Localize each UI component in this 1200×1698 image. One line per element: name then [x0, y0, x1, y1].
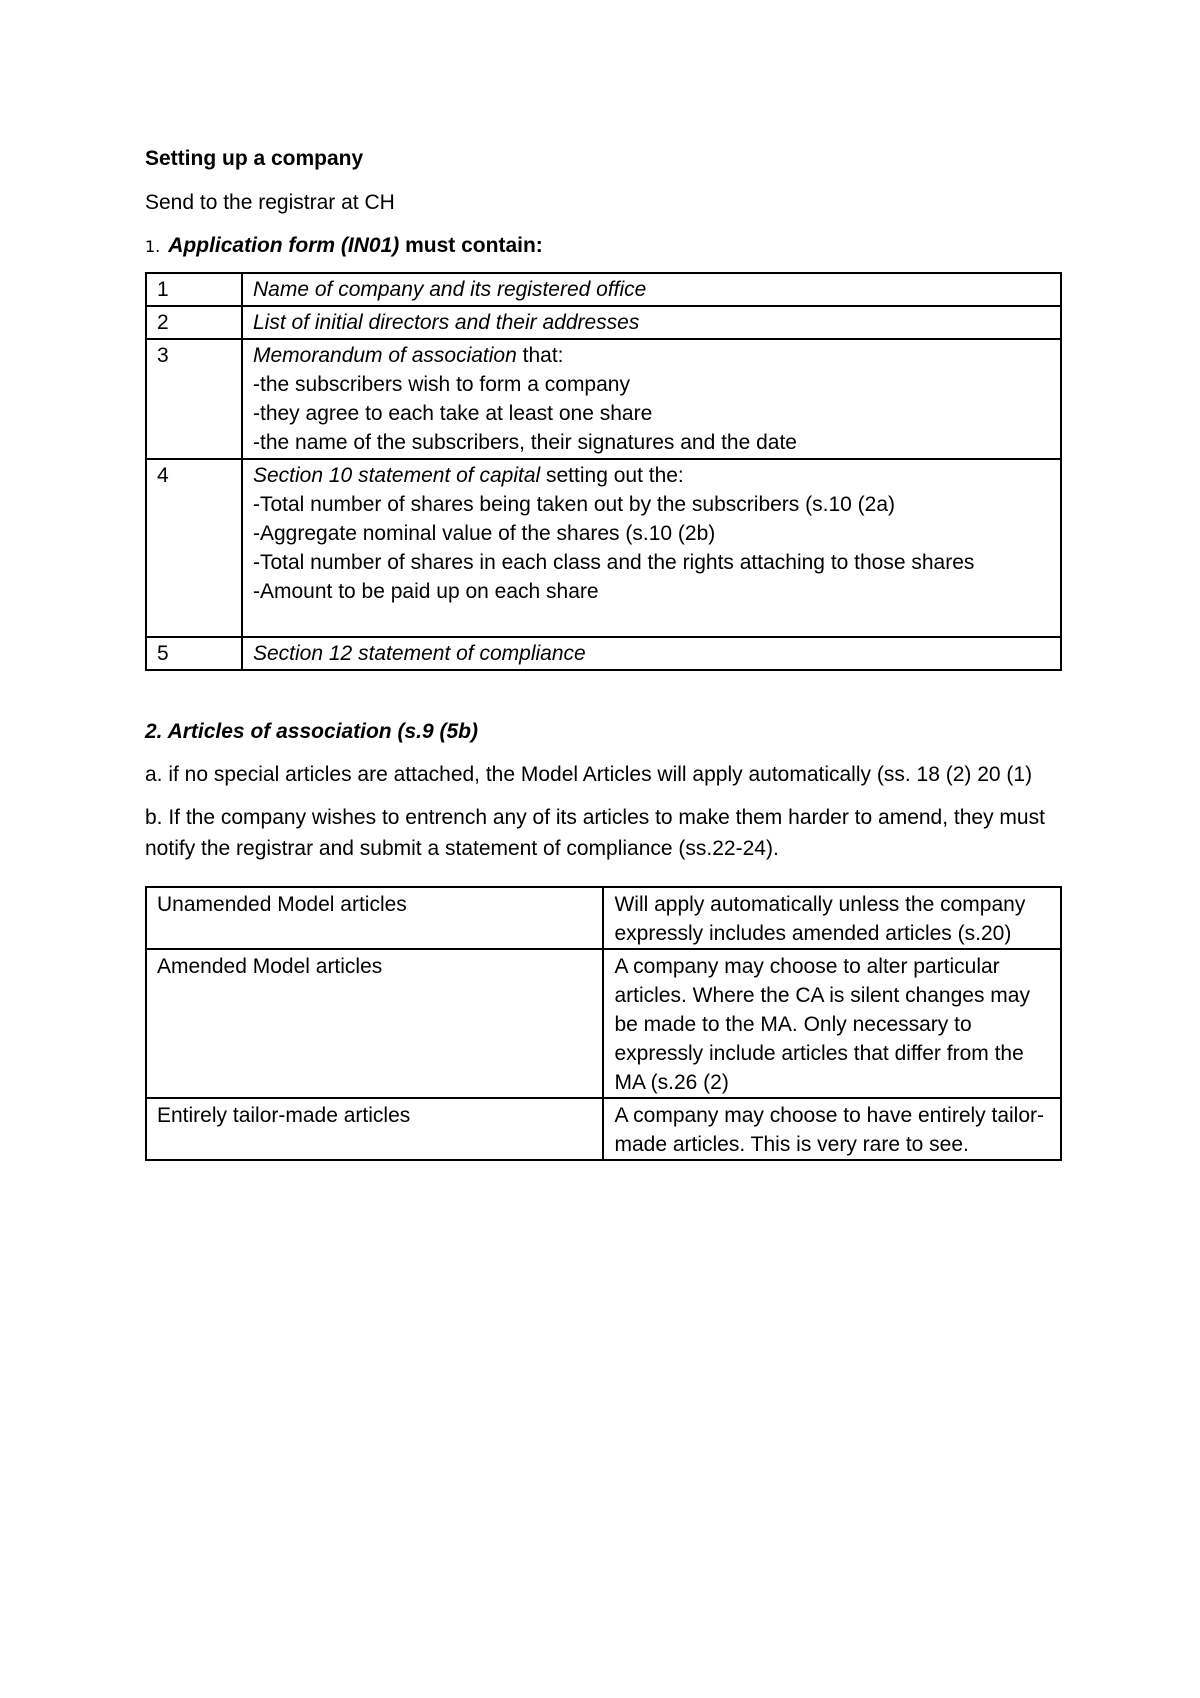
articles-description-cell: A company may choose to have entirely tailor-made articles. This is very rare to see. [603, 1098, 1061, 1160]
requirement-segment: -the name of the subscribers, their signatures and the date [253, 431, 797, 454]
step-1-rest: must contain: [399, 234, 543, 257]
requirement-segment: List of initial directors and their addresses [253, 311, 640, 334]
articles-row [146, 1098, 1061, 1160]
requirement-line [253, 519, 1050, 548]
requirement-number: 4 [146, 459, 242, 637]
requirement-row [146, 339, 1061, 459]
requirement-segment: Section 10 statement of capital [253, 464, 541, 487]
articles-row [146, 949, 1061, 1098]
requirement-line [253, 428, 1050, 457]
requirement-line [253, 275, 1050, 304]
requirement-line [253, 461, 1050, 490]
paragraph-b: b. If the company wishes to entrench any of its articles to make them harder to amend, they must notify the registrar and submit a statement of compliance (ss.22-24). [145, 806, 1045, 860]
requirement-segment: -Aggregate nominal value of the shares (s.10 (2b) [253, 522, 716, 545]
requirement-number: 2 [146, 306, 242, 339]
requirement-segment: -Amount to be paid up on each share [253, 580, 599, 603]
requirement-segment: Section 12 statement of compliance [253, 642, 586, 665]
requirement-segment: -the subscribers wish to form a company [253, 373, 630, 396]
requirement-text [242, 306, 1061, 339]
requirement-line [253, 490, 1050, 519]
articles-table [145, 886, 1062, 1161]
requirement-segment: that: [516, 344, 564, 367]
step-2-heading: 2. Articles of association (s.9 (5b) [145, 720, 478, 743]
articles-description-cell: A company may choose to alter particular articles. Where the CA is silent changes may be made to the MA. Only necessary to expressly include articles that differ from the MA (s.26 (2) [603, 949, 1061, 1098]
requirement-number: 1 [146, 273, 242, 306]
requirement-line [253, 577, 1050, 606]
requirement-number: 5 [146, 637, 242, 670]
step-1-heading [145, 231, 1062, 262]
requirement-text [242, 637, 1061, 670]
requirement-number: 3 [146, 339, 242, 459]
requirement-segment: -they agree to each take at least one share [253, 402, 653, 425]
requirement-segment: -Total number of shares being taken out by the subscribers (s.10 (2a) [253, 493, 895, 516]
requirement-line [253, 370, 1050, 399]
page-title: Setting up a company [145, 147, 364, 170]
send-to-line: Send to the registrar at CH [145, 191, 395, 214]
articles-row [146, 887, 1061, 949]
step-1-number: 1. [145, 237, 161, 256]
requirement-line [253, 639, 1050, 668]
requirement-text [242, 339, 1061, 459]
requirement-segment: -Total number of shares in each class and the rights attaching to those shares [253, 551, 975, 574]
articles-type-cell: Amended Model articles [146, 949, 603, 1098]
requirement-line [253, 399, 1050, 428]
step-1-label: Application form (IN01) [168, 234, 400, 257]
requirement-text [242, 459, 1061, 637]
requirement-line [253, 548, 1050, 577]
requirement-segment: Name of company and its registered office [253, 278, 647, 301]
articles-description-cell: Will apply automatically unless the company expressly includes amended articles (s.20) [603, 887, 1061, 949]
paragraph-a: a. if no special articles are attached, the Model Articles will apply automatically (ss. 18 (2) 20 (1) [145, 763, 1033, 786]
requirement-text [242, 273, 1061, 306]
requirements-table [145, 272, 1062, 671]
articles-type-cell: Entirely tailor-made articles [146, 1098, 603, 1160]
requirement-row [146, 306, 1061, 339]
requirement-segment: setting out the: [540, 464, 684, 487]
requirement-row [146, 273, 1061, 306]
requirement-line [253, 308, 1050, 337]
requirement-row [146, 459, 1061, 637]
requirement-segment: Memorandum of association [253, 344, 517, 367]
requirement-row [146, 637, 1061, 670]
document-content [145, 144, 1062, 1161]
articles-type-cell: Unamended Model articles [146, 887, 603, 949]
requirement-line [253, 341, 1050, 370]
